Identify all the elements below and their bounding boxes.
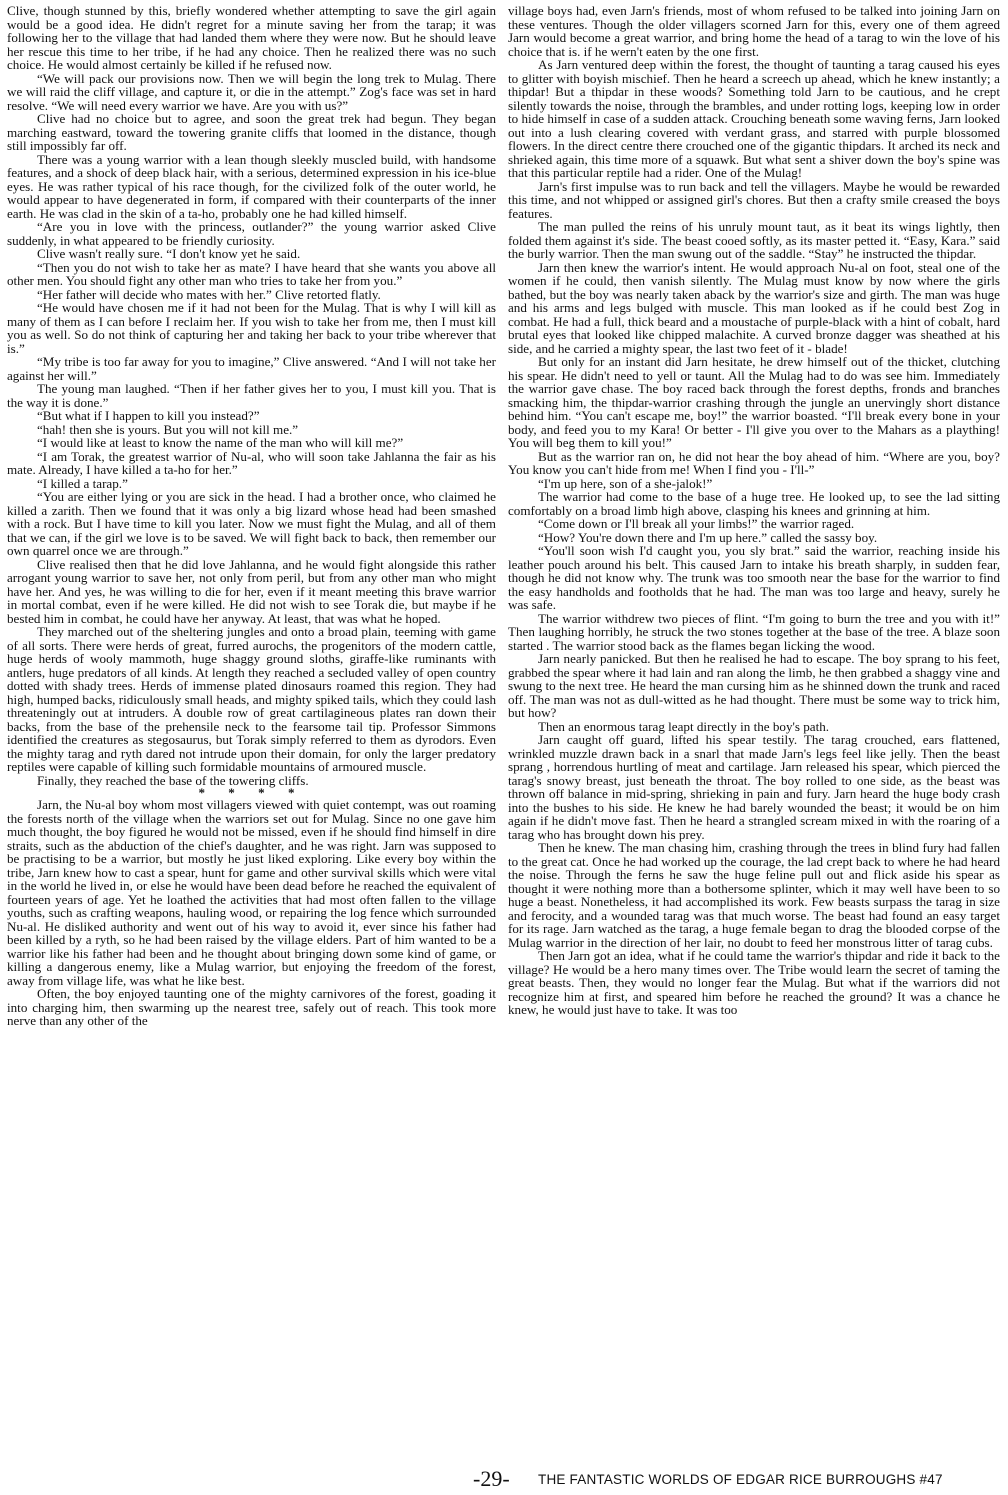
paragraph: “You are either lying or you are sick in the head. I had a brother once, who claimed he killed a zarith. Then we found that it was only a big lizard whose head had been smashed with a rock. But I have time to kill you later. Now we must fight the Mulag, and all of them that we can, if the girl we love is to be saved. We will fight back to back, then remember our own quarrel once we are through.” [7, 489, 496, 558]
paragraph: Finally, they reached the base of the towering cliffs. [37, 772, 309, 788]
paragraph: “I am Torak, the greatest warrior of Nu-al, who will soon take Jahlanna the fair as his mate. Already, I have killed a ta-ho for her.” [7, 448, 496, 477]
paragraph: “I would like at least to know the name of the man who will kill me?” [37, 435, 404, 450]
paragraph: There was a young warrior with a lean though sleekly muscled build, with handsome features, and a shock of deep black hair, with a serious, determined expression in his ice-blue eyes. He was rather typical of his race though, for the civilized folk of the outer world, he would appear to have degenerated in form, if compared with their counterparts of the inner earth. He was clad in the skin of a ta-ho, probably one he had killed himself. [7, 151, 496, 221]
paragraph: Jarn, the Nu-al boy whom most villagers viewed with quiet contempt, was out roaming the forests north of the village when the warriors set out for Mulag. Since no one gave him much thought, the boy figured he would not be missed, even if he should find himself in dire straits, such as the abduction of the chief's daughter, and he was right. Jarn was supposed to be practising to be a warrior, but mostly he just liked exploring. Like every boy within the tribe, Jarn knew how to cast a spear, hunt for game and other survival skills which were vital in the world he lived in, or else he would have been dead before he reached the equivalent of fourteen years of age. Yet he loathed the activities that had most often fallen to the village youths, such as crafting weapons, hauling wood, or repairing the log fence which surrounded Nu-al. He disliked authority and went out of his way to avoid it, ever since his father had been killed by a ryth, so he had been raised by the village elders. Part of him wanted to be a warrior like his father had been and he thought about bringing down some kind of game, or killing a dangerous enemy, like a Mulag warrior, but enjoying the freedom of the forest, away from village life, was what he like best. [7, 797, 496, 988]
paragraph: “Then you do not wish to take her as mate? I have heard that she wants you above all other men. You should fight any other man who tries to take her from you.” [7, 259, 496, 288]
paragraph: The man pulled the reins of his unruly mount taut, as it beat its wings lightly, then folded them against it's side. The beast cooed softly, as its master petted it. “Easy, Kara.” said the burly warrior. Then the man swung out of the saddle. “Stay” he instructed the thipdar. [508, 219, 1000, 261]
paragraph: But only for an instant did Jarn hesitate, he drew himself out of the thicket, clutching his spear. He didn't need to yell or taunt. All the Mulag had to do was see him. Immediately the warrior gave chase. The boy raced back through the forest depths, fronds and branches smacking him, the thipdar-warrior crashing through the jungle an unervingly short distance behind him. “You can't escape me, boy!” the warrior boasted. “I'll break every bone in your body, and feed you to my Kara! Or better - I'll give you over to the Mahars as a plaything! You will beg them to kill you!” [508, 354, 1000, 450]
paragraph: Often, the boy enjoyed taunting one of the mighty carnivores of the forest, goading it into charging him, then swarming up the nearest tree, safely out of reach. This took more nerve than any other of the [7, 986, 496, 1028]
page-footer [0, 1465, 1008, 1493]
paragraph: “Her father will decide who mates with her.” Clive retorted flatly. [37, 286, 381, 302]
paragraph: village boys had, even Jarn's friends, most of whom refused to be talked into joining Jarn on these ventures. Though the older villagers scorned Jarn for this, every one of them agreed Jarn would become a great warrior, and bring home the head of a tarag to win the love of his choice that is. if he wern't eaten by the one first. [508, 4, 1000, 59]
paragraph: But as the warrior ran on, he did not hear the boy ahead of him. “Where are you, boy? You know you can't hide from me! When I find you - I'll-” [508, 448, 1000, 477]
paragraph: “I killed a tarap.” [37, 475, 128, 491]
paragraph: Clive had no choice but to agree, and soon the great trek had begun. They began marching eastward, toward the towering granite cliffs that loomed in the distance, though still impossibly far off. [7, 111, 496, 153]
paragraph: They marched out of the sheltering jungles and onto a broad plain, teeming with game of all sorts. There were herds of great, furred aurochs, the progenitors of the modern cattle, huge herds of wooly mammoth, huge shaggy ground sloths, giraffe-like ruminants with antlers, huge predators of all kinds. At length they reached a secluded valley of open country dotted with shady trees. Herds of immense plated dinosaurs roamed this region. They had high, humped backs, ridiculously small heads, and mighty spiked tails, which they could lash threateningly out at intruders. A double row of great cartilagineous plates ran down their backs, from the base of the prehensile neck to the fearsome tail tip. Professor Simmons identified the creatures as stegosaurus, but Torak simply referred to them as dyrodors. Even the mighty tarag and ryth dared not intrude upon their domain, for only the larger predatory reptiles were capable of killing such formidable mountains of armoured muscle. [7, 624, 496, 774]
paragraph: “I'm up here, son of a she-jalok!” [538, 475, 713, 491]
paragraph: “But what if I happen to kill you instead?” [37, 408, 260, 423]
paragraph: Clive, though stunned by this, briefly wondered whether attempting to save the girl again would be a good idea. He didn't regret for a minute saving her from the tarap; it was following her to the village that had landed them where they were now. But he should leave her rescue this time to her tribe, if he had any choice. Then he realized there was no such choice. He would almost certainly be killed if he refused now. [7, 4, 496, 72]
left-column [7, 4, 496, 1459]
paragraph: “We will pack our provisions now. Then we will begin the long trek to Mulag. There we will raid the cliff village, and capture it, or die in the attempt.” Zog's face was set in hard resolve. “We will need every warrior we have. Are you with us?” [7, 70, 496, 113]
paragraph: “My tribe is too far away for you to imagine,” Clive answered. “And I will not take her against her will.” [7, 354, 496, 383]
page-number: -29- [473, 1466, 510, 1491]
paragraph: “You'll soon wish I'd caught you, you sly brat.” said the warrior, reaching inside his leather pouch around his belt. This caused Jarn to intake his breath sharply, in sudden fear, though he did not know why. The trunk was too smooth near the base for the warrior to find the easy handholds and footholds that he had. The man was too large and heavy, surely he was safe. [508, 543, 1000, 612]
paragraph: “He would have chosen me if it had not been for the Mulag. That is why I will kill as many of them as I can before I reclaim her. If you wish to take her from me, then I must kill you as well. So do not think of capturing her and taking her back to your tribe wherever that is.” [7, 300, 496, 356]
paragraph: Jarn's first impulse was to run back and tell the villagers. Maybe he would be rewarded this time, and not whipped or assigned girl's chores. But then a crafty smile creased the boys features. [508, 178, 1000, 221]
paragraph: Jarn caught off guard, lifted his spear testily. The tarag crouched, ears flattened, wrinkled muzzle drawn back in a snarl that made Jarn's legs feel like jelly. Then the beast sprang , horrendous hurtling of meat and cartilage. Jarn released his spear, which pierced the tarag's snowy breast, just beneath the throat. The boy rolled to one side, as the beast was thrown off balance in mid-spring, shrieking in pain and fury. Jarn heard the huge body crash into the bushes to his side. He knew he had barely wounded the beast; it would be on him again if he didn't move fast. Then he heard a strangled scream mixed in with the roaring of a tarag who has brought down his prey. [508, 732, 1000, 842]
paragraph: As Jarn ventured deep within the forest, the thought of taunting a tarag caused his eyes to glitter with boyish mischief. Then he heard a screech up ahead, which he knew instantly; a thipdar! But a thipdar in these woods? Something told Jarn to be cautious, and he crept silently towards the noise, through the brambles, and under rotting logs, keeping low in order to hide himself in case of a sudden attack. Crouching beneath some waving ferns, Jarn looked out into a lush clearing covered with verdant grass, and starred with purple blossomed flowers. In the direct centre there crouched one of the gigantic thipdars. It arched its neck and shrieked again, this time more of a squawk. But what sent a shiver down the boy's spine was that this particular reptile had a rider. One of the Mulag! [508, 57, 1000, 180]
paragraph: The warrior had come to the base of a huge tree. He looked up, to see the lad sitting comfortably on a broad limb high above, clasping his knees and grinning at him. [508, 489, 1000, 518]
paragraph: The warrior withdrew two pieces of flint. “I'm going to burn the tree and you with it!” Then laughing horribly, he struck the two stones together at the base of the tree. A blaze soon started . The warrior stood back as the flames began licking the wood. [508, 610, 1000, 653]
paragraph: Then he knew. The man chasing him, crashing through the trees in blind fury had fallen to the great cat. Once he had worked up the courage, the lad crept back to where he had heard the noise. Through the ferns he saw the huge feline pull out and flick aside his spear as thought it were nothing more than a bothersome splinter, which it may well have been to so huge a beast. Nonetheless, it had accomplished its work. Few beasts surpass the tarag in size and ferocity, and a wounded tarag was that much worse. The beast had found an easy target for its rage. Jarn watched as the tarag, a huge female began to drag the blooded corpse of the Mulag warrior in the direction of her lair, no doubt to feed her monstrous litter of tarag cubs. [508, 840, 1000, 950]
right-column [508, 4, 1000, 1459]
paragraph: The young man laughed. “Then if her father gives her to you, I must kill you. That is the way it is done.” [7, 381, 496, 410]
paragraph: Clive realised then that he did love Jahlanna, and he would fight alongside this rather arrogant young warrior to save her, not only from peril, but from any other man who might have her. And yes, he was willing to die for her, even if it meant meeting this brave warrior in mortal combat, even if he were killed. He did not wish to see Torak die, but maybe if he bested him in combat, he could have her anyway. At least, that was what he hoped. [7, 556, 496, 626]
paragraph: Jarn then knew the warrior's intent. He would approach Nu-al on foot, steal one of the women if he could, then vanish silently. The Mulag must know by now where the girls bathed, but the boy was nearly taken aback by the warrior's size and girth. The man was huge and his arms and legs bulged with muscle. This man looked as if he could best Zog in combat. He had a full, thick beard and a moustache of purple-black with a hint of cobalt, hard brutal eyes that looked like chipped malachite. A curved bronze dagger was sheathed at his side, and he carried a mighty spear, the last two feet of it - blade! [508, 259, 1000, 356]
paragraph: Jarn nearly panicked. But then he realised he had to escape. The boy sprang to his feet, grabbed the spear where it had lain and ran along the limb, he then grabbed a shaggy vine and swung to the next tree. He heard the man cursing him as he shinned down the trunk and raced off. The man was not as dull-witted as he had thought. There must be some way to trick him, but how? [508, 651, 1000, 720]
paragraph: “Come down or I'll break all your limbs!” the warrior raged. [538, 516, 855, 531]
paragraph: “How? You're down there and I'm up here.” called the sassy boy. [538, 529, 878, 545]
running-title: THE FANTASTIC WORLDS OF EDGAR RICE BURROUGHS #47 [538, 1472, 943, 1487]
paragraph: “Are you in love with the princess, outlander?” the young warrior asked Clive suddenly, in what appeared to be friendly curiosity. [7, 219, 496, 248]
paragraph: Clive wasn't really sure. “I don't know yet he said. [37, 246, 301, 261]
paragraph: Then Jarn got an idea, what if he could tame the warrior's thipdar and ride it back to the village? He would be a hero many times over. The Tribe would learn the secret of taming the great beasts. Then, they would no longer fear the Mulag. But what if the warriors did not recognize him at first, and speared him before he reached the ground? It was a chance he knew, he would just have to take. It was too [508, 948, 1000, 1017]
section-separator: * * * * [198, 785, 305, 800]
paragraph: “hah! then she is yours. But you will not kill me.” [37, 421, 299, 437]
paragraph: Then an enormous tarag leapt directly in the boy's path. [538, 718, 830, 734]
